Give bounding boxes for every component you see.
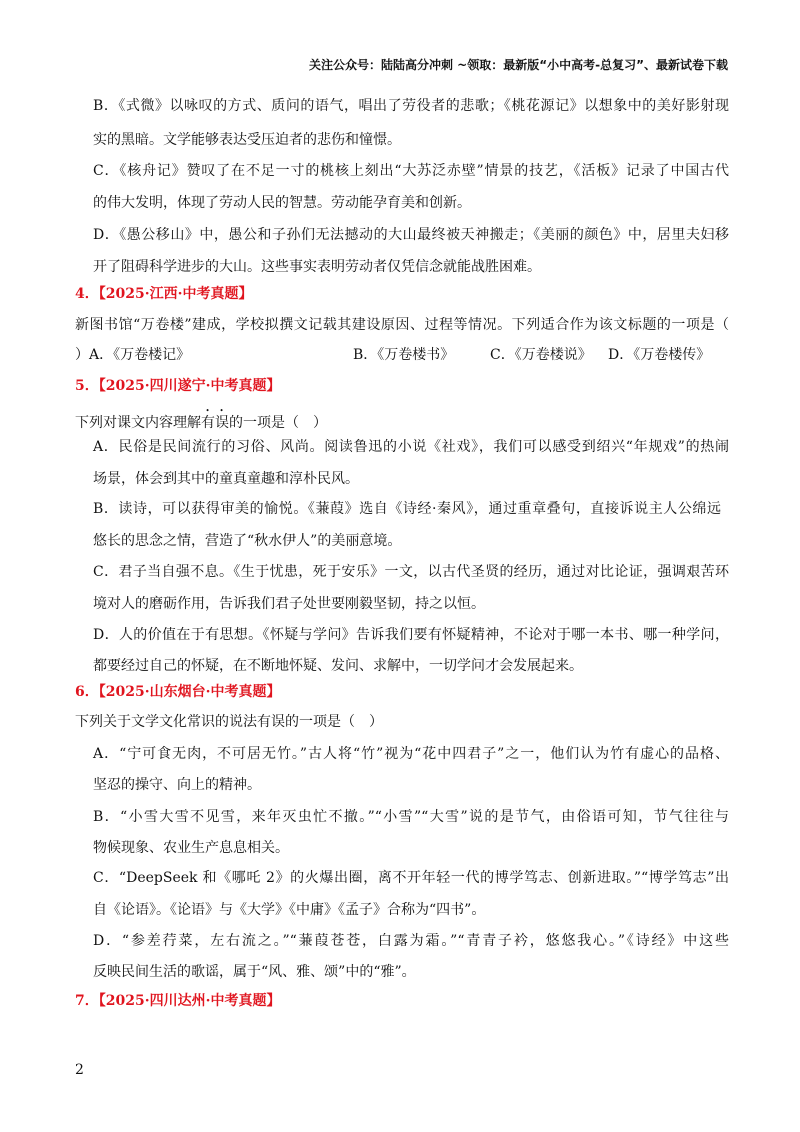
q5-stem (75, 407, 729, 432)
q6-option-a-line1: A．“宁可食无肉，不可居无竹。”古人将“竹”视为“花中四君子”之一，他们认为竹有虚心的品格、 (93, 746, 729, 762)
q5-stem-emphasis: 有误 (201, 415, 229, 431)
q3-option-b-line1: B．《式微》以咏叹的方式、质问的语气，唱出了劳役者的悲歌；《桃花源记》以想象中的美好影射现 (93, 98, 729, 114)
page-header: 关注公众号：陆陆高分冲刺 ~领取：最新版“小中高考-总复习”、最新试卷下载 (309, 58, 728, 72)
q7-tag: 7．【2025·四川达州·中考真题】 (75, 993, 281, 1009)
q6-option-b-line2: 物候现象、农业生产息息相关。 (93, 840, 289, 856)
q3-option-d-line1: D．《愚公移山》中，愚公和子孙们无法撼动的大山最终被天神搬走；《美丽的颜色》中，居里夫妇移 (93, 227, 729, 243)
q4-option-b: B．《万卷楼书》 (353, 347, 455, 363)
q5-option-a-line2: 场景，体会到其中的童真童趣和淳朴民风。 (93, 471, 359, 487)
q4-option-c: C．《万卷楼说》 (490, 347, 592, 363)
q3-option-c-line2: 的伟大发明，体现了劳动人民的智慧。劳动能孕育美和创新。 (93, 195, 471, 211)
q5-option-b-line2: 悠长的思念之情，营造了“秋水伊人”的美丽意境。 (93, 533, 402, 549)
q4-option-d: D．《万卷楼传》 (608, 347, 711, 363)
q6-tag: 6．【2025·山东烟台·中考真题】 (75, 684, 281, 700)
q6-option-c-line2: 自《论语》。《论语》与《大学》《中庸》《孟子》合称为“四书”。 (93, 902, 486, 918)
q5-option-c-line1: C．君子当自强不息。《生于忧患，死于安乐》一文，以古代圣贤的经历，通过对比论证，强调艰苦环 (93, 564, 729, 580)
q5-option-d-line2: 都要经过自己的怀疑，在不断地怀疑、发问、求解中，一切学问才会发展起来。 (93, 658, 583, 674)
q5-option-d-line1: D．人的价值在于有思想。《怀疑与学问》告诉我们要有怀疑精神，不论对于哪一本书、哪一种学问， (93, 627, 729, 643)
q6-option-a-line2: 坚忍的操守、向上的精神。 (93, 777, 261, 793)
q5-stem-pre: 下列对课文内容理解 (75, 415, 201, 431)
q4-stem: 新图书馆“万卷楼”建成，学校拟撰文记载其建设原因、过程等情况。下列适合作为该文标题的一项是（ (75, 317, 729, 333)
page-number: 2 (75, 1062, 84, 1078)
q6-option-d-line2: 反映民间生活的歌谣，属于“风、雅、颂”中的“雅”。 (93, 964, 416, 980)
q6-option-b-line1: B．“小雪大雪不见雪，来年灭虫忙不撤。”“小雪”“大雪”说的是节气，由俗语可知，节气往往与 (93, 809, 729, 825)
q5-tag: 5．【2025·四川遂宁·中考真题】 (75, 378, 281, 394)
q5-option-a-line1: A．民俗是民间流行的习俗、风尚。阅读鲁迅的小说《社戏》，我们可以感受到绍兴“年规戏”的热闹 (93, 439, 729, 455)
q4-option-a: ）A．《万卷楼记》 (75, 347, 191, 363)
q4-tag: 4．【2025·江西·中考真题】 (75, 286, 253, 302)
q5-option-b-line1: B．读诗，可以获得审美的愉悦。《蒹葭》选自《诗经·秦风》，通过重章叠句，直接诉说主人公绵远 (93, 501, 721, 517)
q6-stem: 下列关于文学文化常识的说法有误的一项是（ ） (75, 714, 383, 730)
q6-option-d-line1: D．“参差荇菜，左右流之。”“蒹葭苍苍，白露为霜。”“青青子衿，悠悠我心。”《诗经》中这些 (93, 933, 729, 949)
q3-option-b-line2: 实的黑暗。文学能够表达受压迫者的悲伤和憧憬。 (93, 132, 401, 148)
q6-option-c-line1: C．“DeepSeek 和《哪吒 2》的火爆出圈，离不开年轻一代的博学笃志、创新进取。”“博学笃志”出 (93, 870, 729, 886)
q5-stem-post: 的一项是（ ） (229, 415, 327, 431)
q5-option-c-line2: 境对人的磨砺作用，告诉我们君子处世要刚毅坚韧，持之以恒。 (93, 596, 485, 612)
q3-option-c-line1: C．《核舟记》赞叹了在不足一寸的桃核上刻出“大苏泛赤壁”情景的技艺，《活板》记录了中国古代 (93, 163, 729, 179)
q3-option-d-line2: 开了阻碍科学进步的大山。这些事实表明劳动者仅凭信念就能战胜困难。 (93, 259, 541, 275)
